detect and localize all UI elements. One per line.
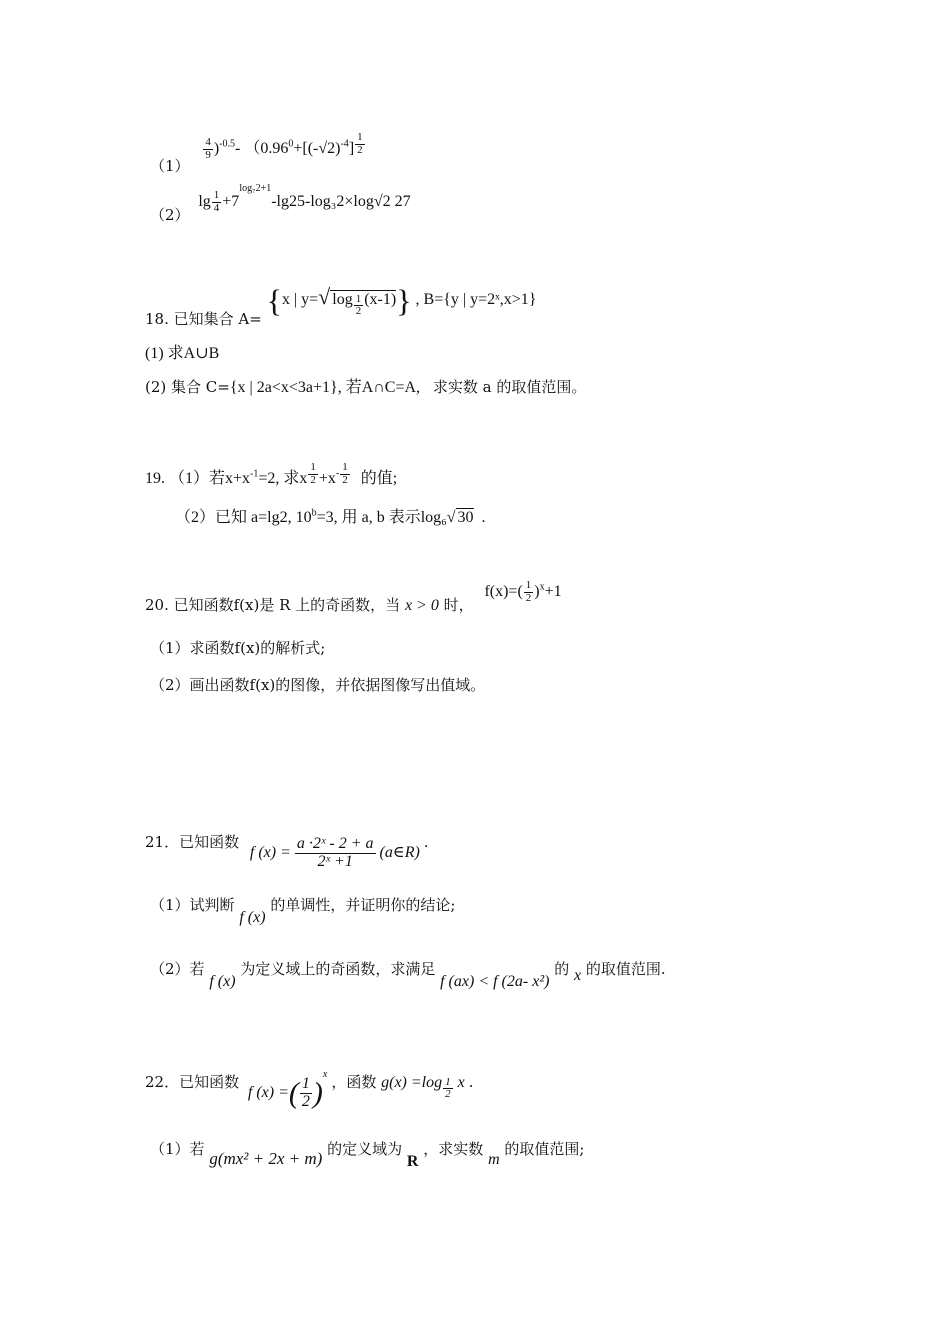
q17-part2-expr: lg $\frac{1}{4}$ $+7^{log_72+1}-\lg 25-\log_32\times\log√2$ 27 bbox=[198, 183, 411, 214]
q17-part1-expr: $\frac{4}{9}$ )$^{-0.5}$- （$0.96^0+[(-√2)^{-4}]$ $^{\frac{1}{2}}$ bbox=[205, 131, 363, 161]
q20-stem: 20. 已知函数f(x)是 R 上的奇函数，当 x > 0 时， f(x)=( $\frac{1}{2}$ )$^x$+1 bbox=[145, 579, 562, 614]
q21-stem: 21．已知函数 f (x) = $\frac{\text{a ·2ˣ - 2 + a}}{\text{2ˣ +1}}$ (a∈R) . bbox=[145, 832, 429, 870]
q18-stem: 18. 已知集合 A= {x | y=√ log $_{\frac{1}{2}}$ (x-1)} , B={y | y=2ˣ,x>1} bbox=[145, 282, 537, 328]
q19-part2: （2）已知 a=lg2, $10^b=3$, 用 a, b 表示log₆√ 30 . bbox=[175, 507, 486, 526]
q18-part2: (2) 集合 C={x | 2a<x<3a+1}, 若A∩C=A, 求实数 a 的取值范围。 bbox=[145, 378, 587, 396]
q18-set-b: , B={y | y=2ˣ,x>1} bbox=[415, 290, 537, 308]
q20-fx: f(x)=( $\frac{1}{2}$ )$^x$+1 bbox=[484, 579, 562, 604]
q17-part2: （2） lg $\frac{1}{4}$ $+7^{log_72+1}-\lg 25-\log_32\times\log√2$ 27 bbox=[150, 183, 411, 224]
q21-part1: （1）试判断 f (x) 的单调性，并证明你的结论; bbox=[150, 896, 456, 926]
q22-fx: f (x) =( $\frac{1}{2}$ )$^x$ bbox=[247, 1068, 328, 1110]
q18-set-a: {x | y=√ log $_{\frac{1}{2}}$ (x-1)} bbox=[266, 282, 412, 318]
q20-part1: （1）求函数f(x)的解析式; bbox=[150, 639, 326, 657]
q22-gx: g(x) =log $_{\frac{1}{2}}$ x bbox=[381, 1073, 465, 1101]
q18-part1: (1) 求A∪B bbox=[145, 345, 220, 362]
q20-part2: （2）画出函数f(x)的图像，并依据图像写出值域。 bbox=[150, 676, 486, 694]
q22-part1: （1）若 g(mx² + 2x + m) 的定义域为 R ，求实数 m 的取值范围; bbox=[150, 1140, 585, 1170]
q21-part2: （2）若 f (x) 为定义域上的奇函数，求满足 f (ax) < f (2a- x²) 的 x 的取值范围. bbox=[150, 960, 666, 990]
q22-stem: 22．已知函数 f (x) =( $\frac{1}{2}$ )$^x$ ，函数 g(x) =log $_{\frac{1}{2}}$ x . bbox=[145, 1068, 474, 1110]
q17-part1: （1） $\frac{4}{9}$ )$^{-0.5}$- （$0.96^0+[(-√2)^{-4}]$ $^{\frac{1}{2}}$ bbox=[150, 132, 366, 161]
q19-part1: 19. （1）若$x+x^{-1}=2$, 求x $^{\frac{1}{2}}$ $+x^{- \frac{1}{2}}$ 的值; bbox=[145, 461, 398, 487]
